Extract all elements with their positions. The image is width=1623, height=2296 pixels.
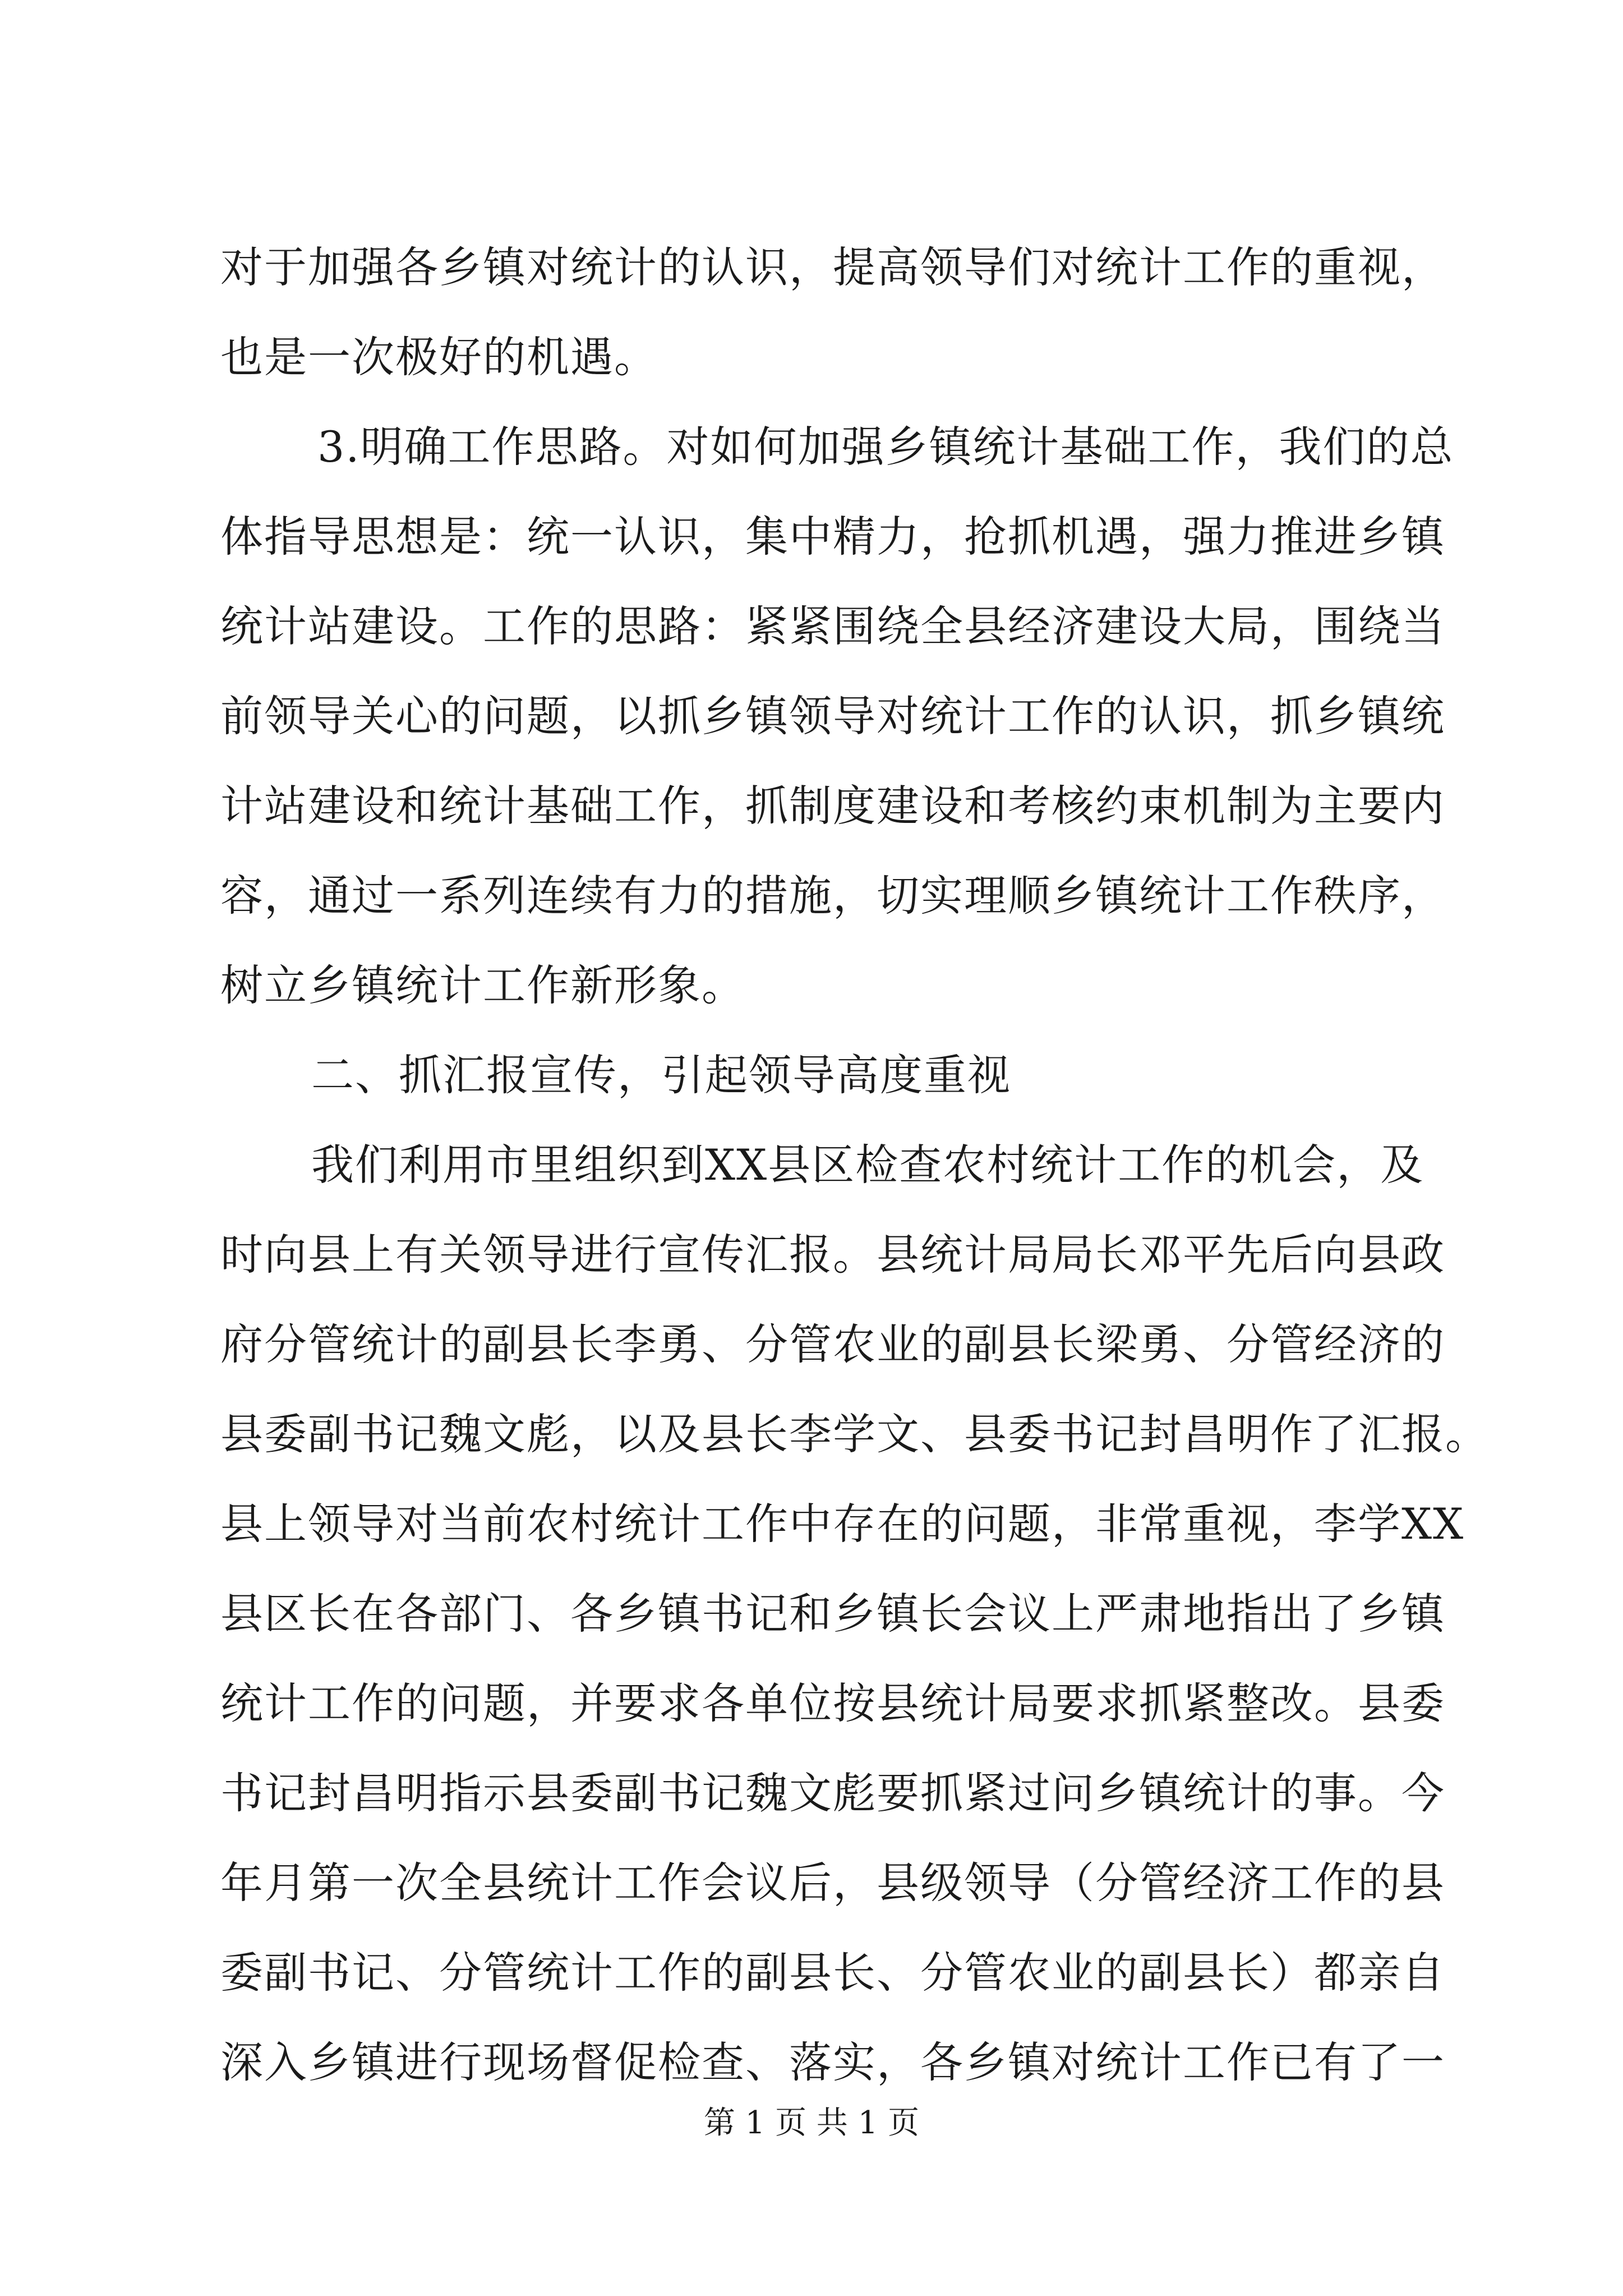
text-line: 我们利用市里组织到XX县区检查农村统计工作的机会，及 bbox=[311, 1140, 1424, 1190]
text-line: 县委副书记魏文彪，以及县长李学文、县委书记封昌明作了汇报。 bbox=[220, 1409, 1489, 1459]
text-line: 年月第一次全县统计工作会议后，县级领导（分管经济工作的县 bbox=[220, 1858, 1445, 1908]
page-footer: 第 1 页 共 1 页 bbox=[703, 2105, 920, 2141]
text-line: 府分管统计的副县长李勇、分管农业的副县长梁勇、分管经济的 bbox=[220, 1319, 1445, 1369]
text-line: 树立乡镇统计工作新形象。 bbox=[220, 960, 745, 1010]
section-heading: 二、抓汇报宣传，引起领导高度重视 bbox=[311, 1050, 1011, 1100]
text-line: 时向县上有关领导进行宣传汇报。县统计局局长邓平先后向县政 bbox=[220, 1230, 1445, 1280]
text-line: 深入乡镇进行现场督促检查、落实，各乡镇对统计工作已有了一 bbox=[220, 2037, 1445, 2087]
text-line: 前领导关心的问题，以抓乡镇领导对统计工作的认识，抓乡镇统 bbox=[220, 691, 1445, 741]
text-line: 县上领导对当前农村统计工作中存在的问题，非常重视，李学XX bbox=[220, 1499, 1465, 1549]
text-line: 容，通过一系列连续有力的措施，切实理顺乡镇统计工作秩序， bbox=[220, 871, 1445, 921]
text-line: 县区长在各部门、各乡镇书记和乡镇长会议上严肃地指出了乡镇 bbox=[220, 1589, 1445, 1639]
text-line: 统计站建设。工作的思路：紧紧围绕全县经济建设大局，围绕当 bbox=[220, 601, 1445, 651]
text-line: 对于加强各乡镇对统计的认识，提高领导们对统计工作的重视， bbox=[220, 242, 1445, 292]
text-line: 体指导思想是：统一认识，集中精力，抢抓机遇，强力推进乡镇 bbox=[220, 512, 1445, 562]
text-line: 也是一次极好的机遇。 bbox=[220, 332, 658, 382]
paragraph-heading-line: 3.明确工作思路。对如何加强乡镇统计基础工作，我们的总 bbox=[317, 422, 1454, 472]
text-line: 统计工作的问题，并要求各单位按县统计局要求抓紧整改。县委 bbox=[220, 1678, 1445, 1728]
text-line: 计站建设和统计基础工作，抓制度建设和考核约束机制为主要内 bbox=[220, 781, 1445, 831]
text-line: 书记封昌明指示县委副书记魏文彪要抓紧过问乡镇统计的事。今 bbox=[220, 1768, 1445, 1818]
text-line: 委副书记、分管统计工作的副县长、分管农业的副县长）都亲自 bbox=[220, 1948, 1445, 1998]
